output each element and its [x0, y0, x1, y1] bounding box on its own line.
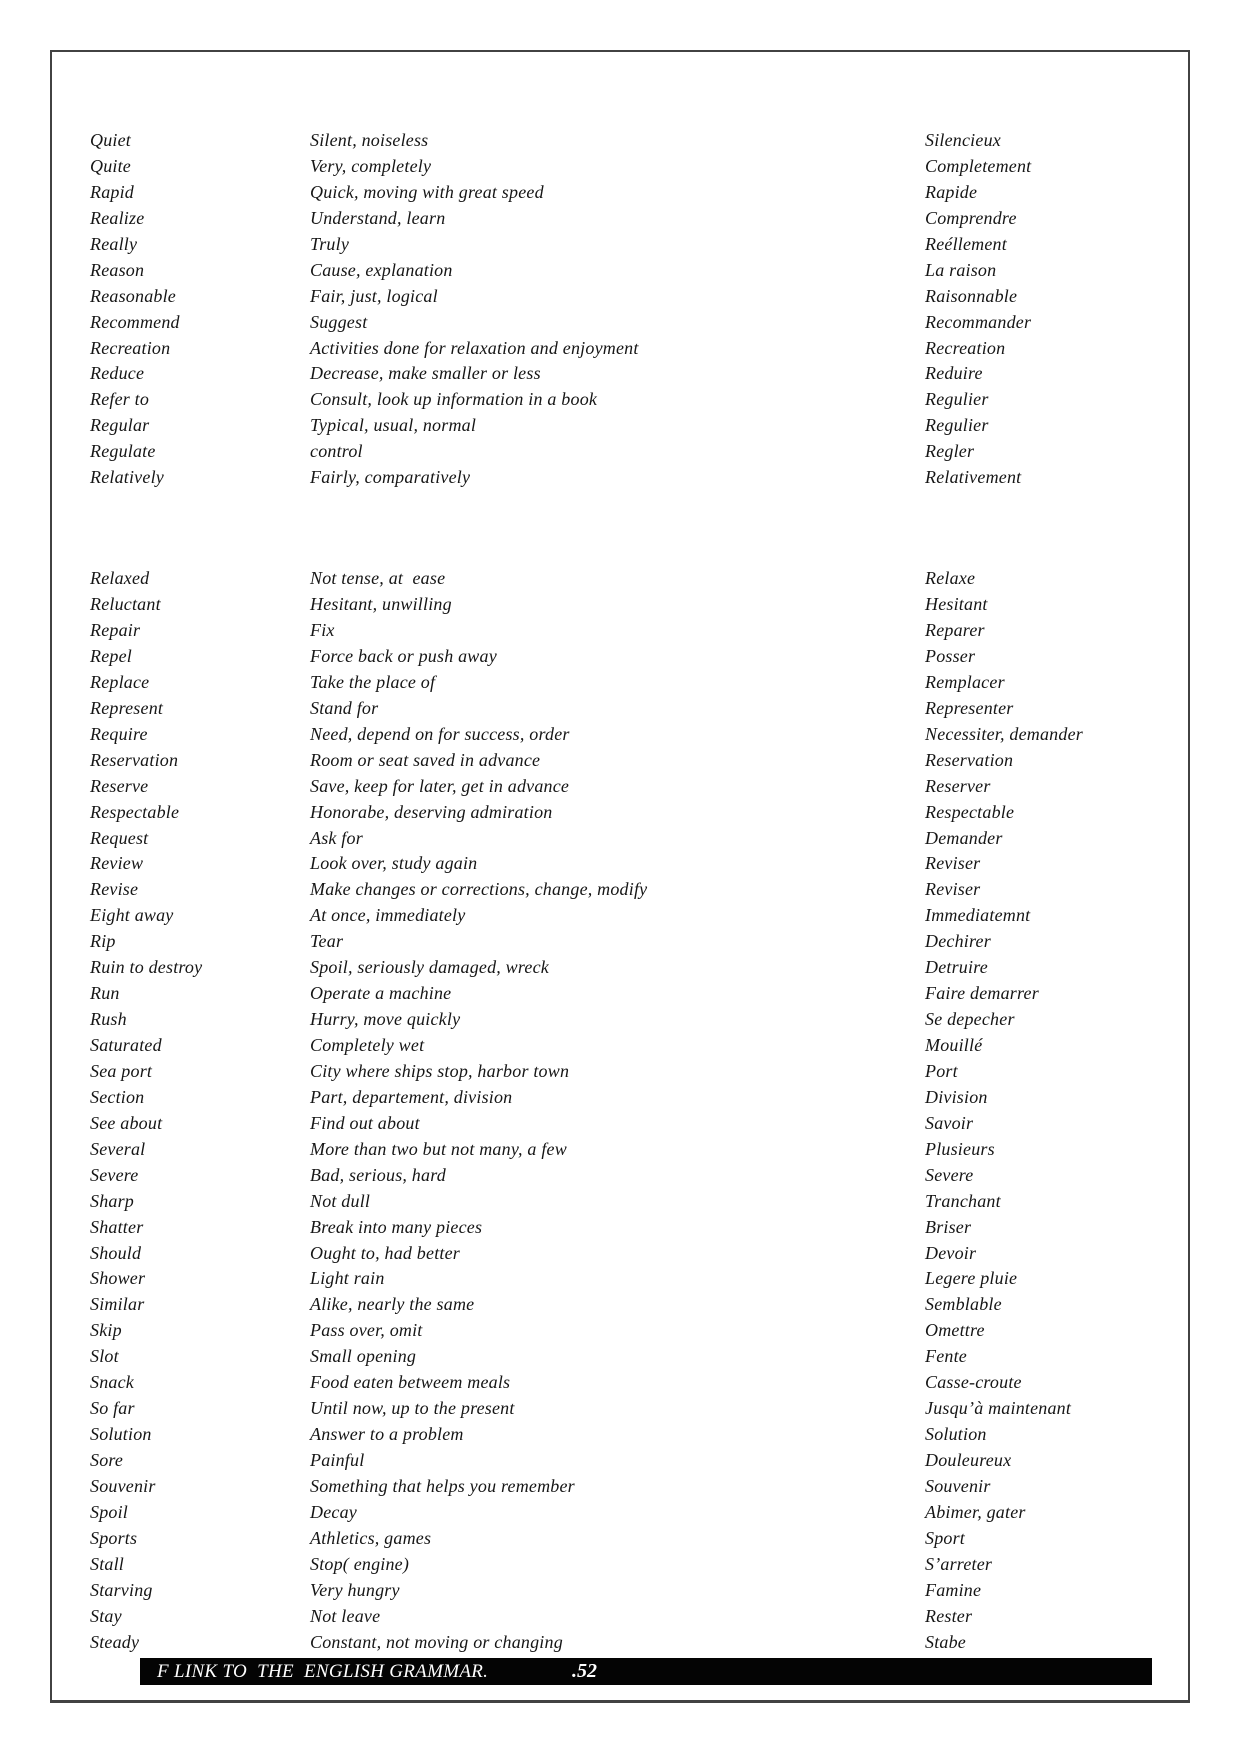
- english-definition: Stop( engine): [310, 1553, 410, 1574]
- table-row: [90, 1085, 1174, 1111]
- table-row: [90, 1215, 1174, 1241]
- french-translation: Regulier: [925, 389, 989, 410]
- english-definition: Alike, nearly the same: [310, 1294, 475, 1315]
- english-word: Respectable: [90, 801, 180, 822]
- english-definition: Food eaten betweem meals: [310, 1372, 511, 1393]
- table-row: [90, 1007, 1174, 1033]
- english-definition: Force back or push away: [310, 645, 497, 666]
- english-definition: Silent, noiseless: [310, 130, 429, 150]
- french-translation: Regulier: [925, 415, 989, 436]
- english-word: Realize: [90, 207, 145, 228]
- english-definition: Save, keep for later, get in advance: [310, 775, 570, 796]
- table-row: [90, 981, 1174, 1007]
- footer-bar: [140, 1658, 1152, 1685]
- english-definition: Part, departement, division: [310, 1086, 513, 1107]
- english-word: Revise: [90, 879, 139, 900]
- english-word: Reservation: [90, 749, 179, 770]
- french-translation: Semblable: [925, 1294, 1002, 1315]
- page-border-frame: [50, 50, 1190, 1703]
- french-translation: S’arreter: [925, 1553, 993, 1574]
- table-row: [90, 1500, 1174, 1526]
- french-translation: Silencieux: [925, 130, 1001, 150]
- english-word: Regulate: [90, 441, 156, 462]
- english-word: Require: [90, 723, 148, 744]
- table-row: [90, 696, 1174, 722]
- english-definition: Stand for: [310, 697, 379, 718]
- french-translation: Reéllement: [925, 233, 1007, 254]
- english-word: Represent: [90, 697, 164, 718]
- french-translation: Raisonnable: [925, 285, 1018, 306]
- english-word: Quite: [90, 155, 131, 176]
- english-definition: Operate a machine: [310, 983, 452, 1004]
- english-word: Replace: [90, 671, 150, 692]
- english-definition: Light rain: [310, 1268, 385, 1289]
- table-row: [90, 1189, 1174, 1215]
- table-row: [90, 1552, 1174, 1578]
- english-word: Review: [90, 853, 144, 874]
- table-row: [90, 748, 1174, 774]
- page-number: .52: [572, 1659, 597, 1682]
- french-translation: Division: [925, 1086, 988, 1107]
- english-definition: Until now, up to the present: [310, 1398, 515, 1419]
- english-definition: Cause, explanation: [310, 259, 453, 280]
- french-translation: Severe: [925, 1164, 974, 1185]
- french-translation: Necessiter, demander: [925, 723, 1083, 744]
- english-word: Repel: [90, 645, 132, 666]
- table-row: [90, 800, 1174, 826]
- table-row: [90, 903, 1174, 929]
- english-word: Starving: [90, 1579, 153, 1600]
- english-definition: Fair, just, logical: [310, 285, 438, 306]
- english-definition: Typical, usual, normal: [310, 415, 477, 436]
- english-word: Relatively: [90, 467, 164, 488]
- english-word: Sharp: [90, 1190, 135, 1211]
- french-translation: Sport: [925, 1527, 966, 1548]
- english-definition: Hurry, move quickly: [310, 1009, 461, 1030]
- table-row: [90, 670, 1174, 696]
- english-definition: Fairly, comparatively: [310, 467, 471, 488]
- french-translation: Completement: [925, 155, 1032, 176]
- french-translation: Regler: [925, 441, 975, 462]
- english-definition: Hesitant, unwilling: [310, 594, 452, 615]
- vocab-table: [52, 52, 1188, 1656]
- table-row: [90, 465, 1174, 491]
- french-translation: Devoir: [925, 1242, 977, 1263]
- table-row: [90, 1344, 1174, 1370]
- french-translation: Comprendre: [925, 207, 1017, 228]
- english-word: Stay: [90, 1605, 122, 1626]
- english-definition: More than two but not many, a few: [310, 1138, 567, 1159]
- french-translation: Remplacer: [925, 671, 1005, 692]
- table-row: [90, 258, 1174, 284]
- english-definition: Painful: [310, 1450, 365, 1470]
- french-translation: Reviser: [925, 879, 981, 900]
- english-definition: Honorabe, deserving admiration: [310, 801, 553, 822]
- english-definition: Not tense, at ease: [310, 568, 446, 589]
- english-definition: Completely wet: [310, 1035, 425, 1055]
- english-definition: Decrease, make smaller or less: [310, 363, 541, 384]
- french-translation: Tranchant: [925, 1190, 1001, 1211]
- english-definition: Ought to, had better: [310, 1242, 460, 1263]
- table-row: [90, 154, 1174, 180]
- english-definition: Small opening: [310, 1346, 417, 1367]
- english-word: See about: [90, 1112, 163, 1133]
- french-translation: Relaxe: [925, 568, 976, 589]
- english-word: Really: [90, 233, 138, 254]
- english-word: Rush: [90, 1009, 127, 1030]
- english-word: Run: [90, 983, 120, 1004]
- french-translation: Port: [925, 1060, 958, 1081]
- french-translation: La raison: [925, 259, 997, 280]
- french-translation: Briser: [925, 1216, 972, 1237]
- english-word: Regular: [90, 415, 150, 436]
- table-row: [90, 1370, 1174, 1396]
- table-row: [90, 413, 1174, 439]
- table-row: [90, 1578, 1174, 1604]
- table-row: [90, 826, 1174, 852]
- table-row: [90, 232, 1174, 258]
- english-word: Reserve: [90, 775, 149, 796]
- french-translation: Casse-croute: [925, 1372, 1022, 1393]
- english-word: Quiet: [90, 130, 131, 150]
- english-definition: Understand, learn: [310, 207, 446, 228]
- table-row: [90, 1474, 1174, 1500]
- english-word: So far: [90, 1398, 135, 1419]
- english-word: Repair: [90, 620, 141, 640]
- english-word: Reason: [90, 259, 145, 280]
- table-row: [90, 722, 1174, 748]
- table-row: [90, 618, 1174, 644]
- english-word: Reduce: [90, 363, 145, 384]
- english-definition: Take the place of: [310, 671, 436, 692]
- french-translation: Jusqu’à maintenant: [925, 1398, 1072, 1419]
- table-row: [90, 877, 1174, 903]
- english-definition: Decay: [310, 1501, 357, 1522]
- english-word: Request: [90, 827, 149, 848]
- table-row: [90, 644, 1174, 670]
- english-word: Shatter: [90, 1216, 144, 1237]
- table-row: [90, 206, 1174, 232]
- french-translation: Reviser: [925, 853, 981, 874]
- table-row: [90, 851, 1174, 877]
- english-word: Solution: [90, 1424, 152, 1445]
- french-translation: Demander: [925, 827, 1003, 848]
- french-translation: Reduire: [925, 363, 983, 384]
- english-definition: City where ships stop, harbor town: [310, 1060, 570, 1081]
- english-word: Saturated: [90, 1035, 162, 1055]
- french-translation: Posser: [925, 645, 976, 666]
- french-translation: Immediatemnt: [925, 905, 1031, 926]
- english-definition: Break into many pieces: [310, 1216, 483, 1237]
- english-definition: Not dull: [310, 1190, 371, 1211]
- french-translation: Solution: [925, 1424, 987, 1445]
- english-definition: Constant, not moving or changing: [310, 1631, 563, 1652]
- table-row: [90, 1163, 1174, 1189]
- english-word: Eight away: [90, 905, 174, 926]
- english-word: Shower: [90, 1268, 146, 1289]
- french-translation: Relativement: [925, 467, 1022, 488]
- english-word: Severe: [90, 1164, 139, 1185]
- table-row: [90, 1266, 1174, 1292]
- french-translation: Dechirer: [925, 931, 991, 952]
- english-definition: Something that helps you remember: [310, 1475, 575, 1496]
- english-word: Rip: [90, 931, 116, 952]
- table-row: [90, 128, 1174, 154]
- french-translation: Reparer: [925, 620, 985, 640]
- english-word: Snack: [90, 1372, 134, 1393]
- english-word: Relaxed: [90, 568, 150, 589]
- table-row: [90, 1604, 1174, 1630]
- table-row: [90, 955, 1174, 981]
- table-row: [90, 284, 1174, 310]
- english-definition: Athletics, games: [310, 1527, 432, 1548]
- english-word: Refer to: [90, 389, 150, 410]
- french-translation: Reservation: [925, 749, 1014, 770]
- table-row: [90, 592, 1174, 618]
- english-definition: Find out about: [310, 1112, 420, 1133]
- english-definition: At once, immediately: [310, 905, 466, 926]
- english-word: Rapid: [90, 181, 134, 202]
- english-definition: Very, completely: [310, 155, 432, 176]
- english-definition: Look over, study again: [310, 853, 478, 874]
- table-row: [90, 1526, 1174, 1552]
- english-word: Should: [90, 1242, 142, 1263]
- table-row: [90, 439, 1174, 465]
- table-row: [90, 1448, 1174, 1474]
- english-definition: Make changes or corrections, change, modify: [310, 879, 648, 900]
- vocab-section: [90, 566, 1174, 1655]
- english-definition: Fix: [310, 620, 335, 640]
- french-translation: Savoir: [925, 1112, 974, 1133]
- english-word: Slot: [90, 1346, 119, 1367]
- english-definition: Not leave: [310, 1605, 381, 1626]
- table-row: [90, 336, 1174, 362]
- english-definition: Consult, look up information in a book: [310, 389, 598, 410]
- english-definition: Spoil, seriously damaged, wreck: [310, 957, 549, 978]
- table-row: [90, 1630, 1174, 1656]
- english-word: Skip: [90, 1320, 122, 1341]
- french-translation: Famine: [925, 1579, 982, 1600]
- table-row: [90, 1241, 1174, 1267]
- english-word: Recommend: [90, 311, 180, 332]
- english-word: Similar: [90, 1294, 145, 1315]
- english-definition: Quick, moving with great speed: [310, 181, 544, 202]
- english-word: Steady: [90, 1631, 140, 1652]
- english-word: Reasonable: [90, 285, 176, 306]
- english-definition: Bad, serious, hard: [310, 1164, 446, 1185]
- english-word: Several: [90, 1138, 146, 1159]
- table-row: [90, 1318, 1174, 1344]
- french-translation: Respectable: [925, 801, 1015, 822]
- french-translation: Recommander: [925, 311, 1032, 332]
- english-word: Recreation: [90, 337, 171, 358]
- french-translation: Abimer, gater: [925, 1501, 1026, 1522]
- table-row: [90, 1396, 1174, 1422]
- table-row: [90, 1422, 1174, 1448]
- table-row: [90, 180, 1174, 206]
- english-definition: Suggest: [310, 311, 368, 332]
- table-row: [90, 1137, 1174, 1163]
- english-word: Sea port: [90, 1060, 153, 1081]
- french-translation: Souvenir: [925, 1475, 991, 1496]
- french-translation: Detruire: [925, 957, 988, 978]
- english-word: Stall: [90, 1553, 125, 1574]
- table-row: [90, 1292, 1174, 1318]
- french-translation: Rapide: [925, 181, 978, 202]
- english-word: Section: [90, 1086, 145, 1107]
- table-row: [90, 387, 1174, 413]
- english-definition: Very hungry: [310, 1579, 400, 1600]
- french-translation: Douleureux: [925, 1450, 1012, 1470]
- french-translation: Omettre: [925, 1320, 985, 1341]
- english-definition: Activities done for relaxation and enjoyment: [310, 337, 639, 358]
- english-definition: control: [310, 441, 363, 462]
- table-row: [90, 310, 1174, 336]
- english-definition: Tear: [310, 931, 344, 952]
- english-definition: Need, depend on for success, order: [310, 723, 570, 744]
- french-translation: Fente: [925, 1346, 967, 1367]
- french-translation: Stabe: [925, 1631, 966, 1652]
- french-translation: Representer: [925, 697, 1014, 718]
- table-row: [90, 1059, 1174, 1085]
- english-definition: Pass over, omit: [310, 1320, 423, 1341]
- english-definition: Truly: [310, 233, 350, 254]
- french-translation: Rester: [925, 1605, 973, 1626]
- english-word: Ruin to destroy: [90, 957, 203, 978]
- footer-title: F LINK TO THE ENGLISH GRAMMAR.: [157, 1660, 489, 1682]
- french-translation: Mouillé: [925, 1035, 983, 1055]
- french-translation: Hesitant: [925, 594, 988, 615]
- table-row: [90, 1111, 1174, 1137]
- english-word: Sports: [90, 1527, 138, 1548]
- french-translation: Reserver: [925, 775, 991, 796]
- table-row: [90, 1033, 1174, 1059]
- table-row: [90, 566, 1174, 592]
- english-definition: Answer to a problem: [310, 1424, 464, 1445]
- english-word: Sore: [90, 1450, 124, 1470]
- english-definition: Ask for: [310, 827, 363, 848]
- table-row: [90, 361, 1174, 387]
- french-translation: Legere pluie: [925, 1268, 1018, 1289]
- english-word: Spoil: [90, 1501, 129, 1522]
- french-translation: Se depecher: [925, 1009, 1015, 1030]
- english-word: Souvenir: [90, 1475, 156, 1496]
- english-word: Reluctant: [90, 594, 161, 615]
- french-translation: Plusieurs: [925, 1138, 995, 1159]
- french-translation: Recreation: [925, 337, 1006, 358]
- english-definition: Room or seat saved in advance: [310, 749, 541, 770]
- table-row: [90, 929, 1174, 955]
- french-translation: Faire demarrer: [925, 983, 1039, 1004]
- table-row: [90, 774, 1174, 800]
- vocab-section: [90, 128, 1174, 491]
